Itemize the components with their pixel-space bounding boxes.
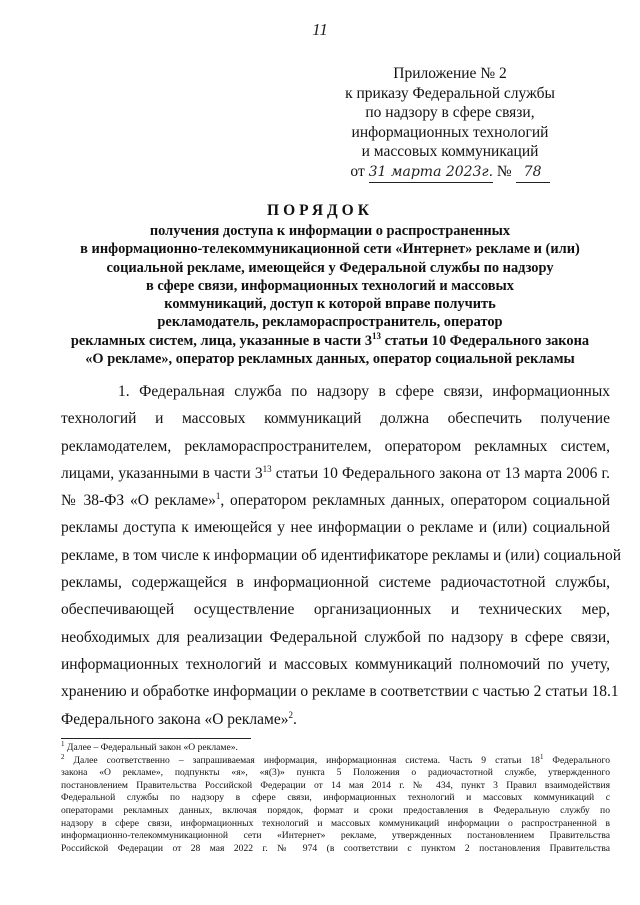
footnote-2-line: операторами рекламных данных, включая порядок, формат и сроки предоставления в Федеральную службу по (61, 804, 610, 816)
page-number: 11 (312, 20, 328, 39)
footnote-2-line: информационно-телекоммуникационной сети «Интернет» рекламе, утвержденных постановлением Правительства (61, 830, 610, 842)
text-segment: , оператором рекламных данных, оператором социальной (220, 492, 610, 510)
heading-text: статьи 10 Федерального закона (381, 332, 590, 349)
text-line: рекламодателем, рекламораспространителем, оператором рекламных систем, (61, 437, 610, 455)
text-line: хранению и обработке информации о рекламе в соответствии с частью 2 статьи 18.1 (61, 683, 619, 701)
document-title: ПОРЯДОК (267, 202, 373, 219)
footnote-ref: 2 (288, 709, 293, 720)
text-line: технологий и массовых коммуникаций должна обеспечить получение (61, 410, 610, 428)
heading-line: коммуникаций, доступ к которой вправе получить (164, 296, 496, 313)
footnotes (61, 739, 610, 855)
text-segment: № 38-ФЗ «О рекламе» (61, 492, 216, 510)
appendix-line: и массовых коммуникаций (361, 143, 539, 160)
text-segment: статьи 10 Федерального закона от 13 марта 2006 г. (271, 464, 610, 482)
heading-line: в сфере связи, информационных технологий и массовых (146, 277, 514, 294)
footnote-1 (61, 739, 610, 755)
text-line (61, 487, 610, 514)
text-line: 1. Федеральная служба по надзору в сфере связи, информационных (118, 383, 610, 400)
footnote-text: Далее – Федеральный закон «О рекламе». (64, 742, 238, 753)
text-segment: . (292, 710, 297, 728)
heading-line: в информационно-телекоммуникационной сети «Интернет» рекламе и (или) (80, 241, 580, 258)
text-segment: лицами, указанными в части 3 (61, 464, 263, 482)
text-segment: Федерального закона «О рекламе» (61, 710, 289, 728)
heading-line: социальной рекламе, имеющейся у Федеральной службы по надзору (106, 259, 554, 276)
heading-line: рекламодатель, рекламораспространитель, оператор (157, 314, 503, 331)
appendix-line: по надзору в сфере связи, (365, 104, 535, 121)
handwritten-date: 31 марта 2023г. (369, 163, 493, 184)
heading-line: получения доступа к информации о распространенных (149, 223, 511, 239)
footnote-2-line: надзору в сфере связи, информационных технологий и массовых коммуникаций информации о распространенной в (61, 817, 610, 829)
footnote-divider (61, 738, 251, 739)
text-line: рекламе, в том числе к информации об идентификаторе рекламы и (или) социальной (61, 546, 622, 564)
text-line (61, 460, 610, 487)
footnote-text: Федерального (543, 754, 610, 766)
footnote-2-line (61, 752, 610, 768)
footnote-2-line: Федеральной службы по надзору в сфере связи, информационных технологий и массовых коммуникаций с (61, 792, 610, 804)
handwritten-order-number: 78 (516, 163, 550, 184)
footnote-text: Далее соответственно – запрашиваемая информация, информационная система. Часть 9 статьи 18 (64, 754, 540, 766)
text-line: рекламы доступа к имеющейся у нее информации о рекламе и (или) социальной (61, 519, 610, 537)
superscript: 13 (262, 463, 272, 474)
footnote-mark: 1 (61, 739, 65, 748)
appendix-line: к приказу Федеральной службы (345, 84, 555, 102)
footnote-2-line: Российской Федерации от 28 мая 2022 г. № 974 (в соответствии с пунктом 2 постановления Правительства (61, 842, 610, 854)
heading-line (50, 332, 610, 350)
document-heading (50, 222, 610, 368)
footnote-2-line: постановлением Правительства Российской Федерации от 14 мая 2014 г. № 434, пункт 3 Правил взаимодействия (61, 779, 610, 791)
footnote-ref: 1 (215, 491, 221, 502)
superscript: 13 (372, 330, 382, 341)
paragraph-1 (61, 378, 622, 733)
footnote-mark: 2 (61, 752, 65, 761)
footnote-2-line: закона «О рекламе», подпункты «я», «я(3)» пункта 5 Положения о радиочастотной службе, утвержденного (61, 767, 610, 779)
from-prefix: от (350, 162, 365, 180)
appendix-line: информационных технологий (351, 123, 549, 141)
text-line: необходимых для реализации Федеральной службой по надзору в сфере связи, (61, 628, 610, 646)
number-prefix: № (496, 162, 512, 180)
heading-line: «О рекламе», оператор рекламных данных, оператор социальной рекламы (85, 351, 575, 368)
heading-text: рекламных систем, лица, указанные в части 3 (70, 332, 373, 349)
appendix-block (320, 64, 580, 183)
text-line: информационных технологий и массовых коммуникаций полномочий по учету, (61, 655, 610, 673)
text-line: рекламы, содержащейся в информационной системе радиочастотной службы, (61, 574, 610, 592)
text-line: обеспечивающей осуществление организационных и технических мер, (61, 601, 610, 619)
text-line (61, 706, 610, 733)
superscript: 1 (539, 752, 544, 761)
order-date-line (350, 162, 549, 184)
appendix-line: Приложение № 2 (393, 65, 507, 82)
